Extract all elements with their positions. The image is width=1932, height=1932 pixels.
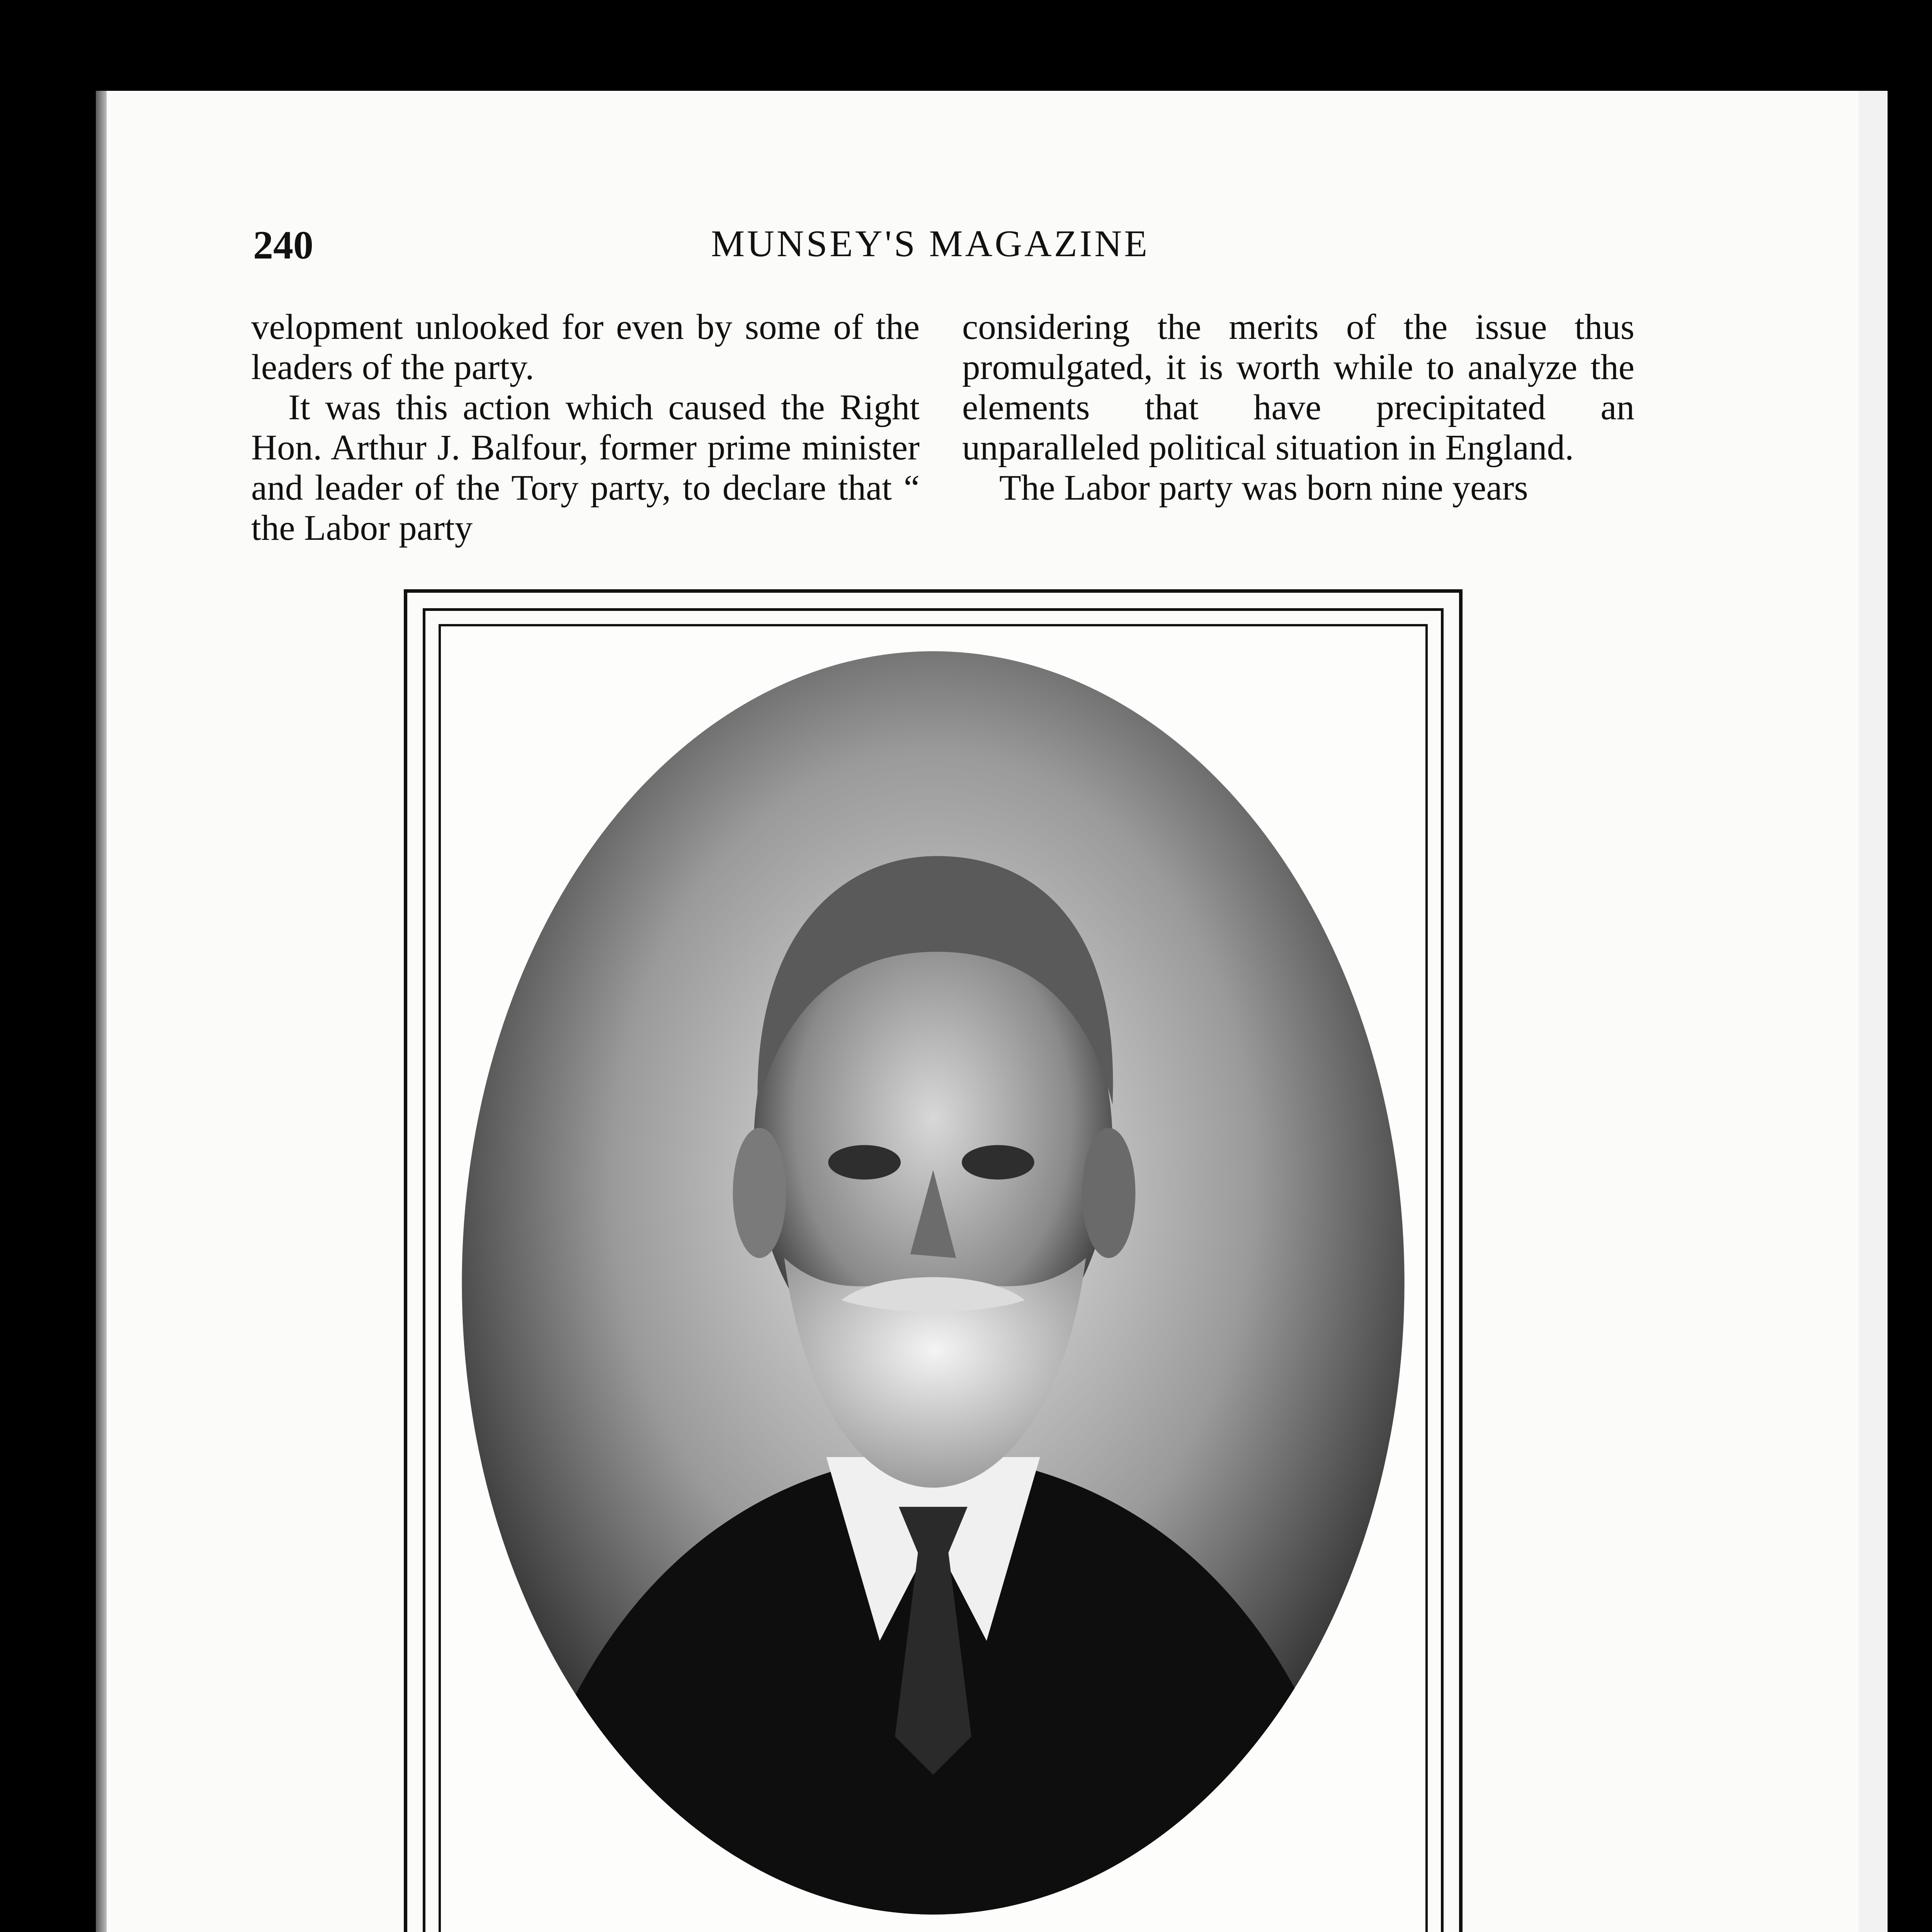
paragraph: considering the merits of the issue thus promulgated, it is worth while to analyze the elements that have precipitated an unparalleled political situation in England. <box>962 307 1634 468</box>
paragraph: velopment unlooked for even by some of the leaders of the party. <box>251 307 920 387</box>
paragraph: It was this action which caused the Right Hon. Arthur J. Balfour, former prime minister and leader of the Tory party, to declare that “ the Labor party <box>251 388 920 548</box>
page-spine-edge <box>96 91 107 1932</box>
paragraph: The Labor party was born nine years <box>999 468 1528 508</box>
portrait-photograph <box>441 626 1425 1932</box>
page-number: 240 <box>253 223 313 267</box>
portrait-frame-inner <box>423 608 1444 1932</box>
text-column-top-right <box>962 307 1634 508</box>
facing-page-edge <box>1859 91 1888 1932</box>
portrait-mat <box>439 624 1428 1932</box>
text-column-top-left <box>251 307 920 548</box>
portrait-frame <box>404 589 1463 1932</box>
running-head: MUNSEY'S MAGAZINE <box>711 223 1150 265</box>
